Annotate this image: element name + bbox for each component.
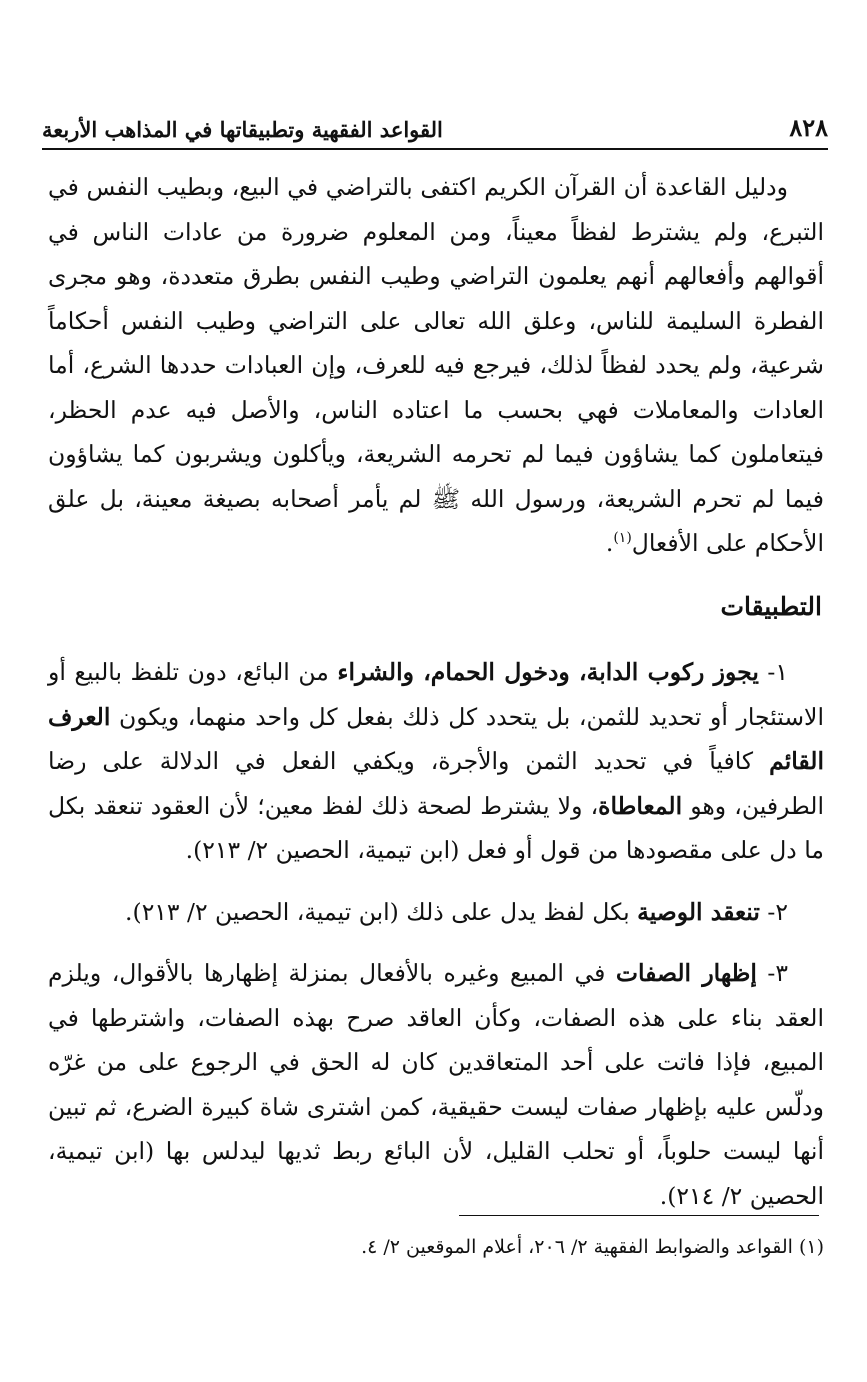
page-header xyxy=(42,104,828,150)
item-bold-text: تنعقد الوصية xyxy=(637,897,760,926)
intro-paragraph xyxy=(48,165,824,566)
footnote: (١) القواعد والضوابط الفقهية ٢/ ٢٠٦، أعلام الموقعين ٢/ ٤. xyxy=(361,1236,824,1258)
item-number: ١- xyxy=(758,658,788,686)
list-item xyxy=(48,890,824,935)
list-item xyxy=(48,951,824,1218)
item-text: بكل لفظ يدل على ذلك (ابن تيمية، الحصين ٢/ ٢١٣). xyxy=(125,897,638,926)
item-bold-text: إظهار الصفات xyxy=(615,959,757,987)
footnote-reference[interactable]: (١) xyxy=(613,530,632,547)
item-number: ٢- xyxy=(759,897,788,926)
item-text: كافياً في تحديد الثمن والأجرة، ويكفي الفعل في الدلالة على رضا الطرفين، وهو xyxy=(48,747,824,820)
item-text: ، ولا يشترط لصحة ذلك لفظ معين؛ لأن العقود تنعقد بكل ما دل على مقصودها من قول أو فعل (ابن تيمية، الحصين ٢/ ٢١٣). xyxy=(48,791,824,864)
section-heading: التطبيقات xyxy=(720,592,822,621)
item-bold-text: المعاطاة xyxy=(598,791,683,820)
list-item xyxy=(48,650,824,873)
intro-end-punct: . xyxy=(605,529,614,557)
page-number: ٨٢٨ xyxy=(789,113,828,142)
item-bold-text: يجوز ركوب الدابة، ودخول الحمام، والشراء xyxy=(337,658,759,686)
item-number: ٣- xyxy=(756,959,788,987)
item-bold-text: العرف القائم xyxy=(48,702,824,775)
intro-section xyxy=(48,165,824,566)
intro-text: ودليل القاعدة أن القرآن الكريم اكتفى بالتراضي في البيع، وبطيب النفس في التبرع، ولم يشترط لفظاً معيناً، ومن المعلوم ضرورة من عادات الناس في أقوالهم وأفعالهم أنهم يعلمون التراضي وطيب النفس بطرق متعددة، وهو مجرى الفطرة السليمة للناس، وعلق الله تعالى على التراضي وطيب النفس أحكاماً شرعية، ولم يحدد لفظاً لذلك، فيرجع فيه للعرف، وإن العبادات حددها الشرع، أما العادات والمعاملات فهي بحسب ما اعتاده الناس، والأصل فيه عدم الحظر، فيتعاملون كما يشاؤون فيما لم تحرمه الشريعة، ويأكلون ويشربون كما يشاؤون فيما لم تحرم الشريعة، ورسول الله ﷺ لم يأمر أصحابه بصيغة معينة، بل علق الأحكام على الأفعال xyxy=(48,173,824,557)
applications-list xyxy=(48,650,824,1235)
item-text: في المبيع وغيره بالأفعال بمنزلة إظهارها بالأقوال، ويلزم العقد بناء على هذه الصفات، وكأن العاقد صرح بهذه الصفات، واشترطها في المبيع، فإذا فاتت على أحد المتعاقدين كان له الحق في الرجوع على من غرّه ودلّس عليه بإظهار صفات ليست حقيقية، كمن اشترى شاة كبيرة الضرع، ثم تبين أنها ليست حلوباً، أو تحلب القليل، لأن البائع ربط ثديها ليدلس بها (ابن تيمية، الحصين ٢/ ٢١٤). xyxy=(48,959,824,1210)
footnote-divider xyxy=(459,1215,819,1216)
running-title: القواعد الفقهية وتطبيقاتها في المذاهب الأربعة xyxy=(42,117,443,142)
item-text: من البائع، دون تلفظ بالبيع أو الاستئجار أو تحديد للثمن، بل يتحدد كل ذلك بفعل كل واحد منهما، ويكون xyxy=(48,658,824,731)
